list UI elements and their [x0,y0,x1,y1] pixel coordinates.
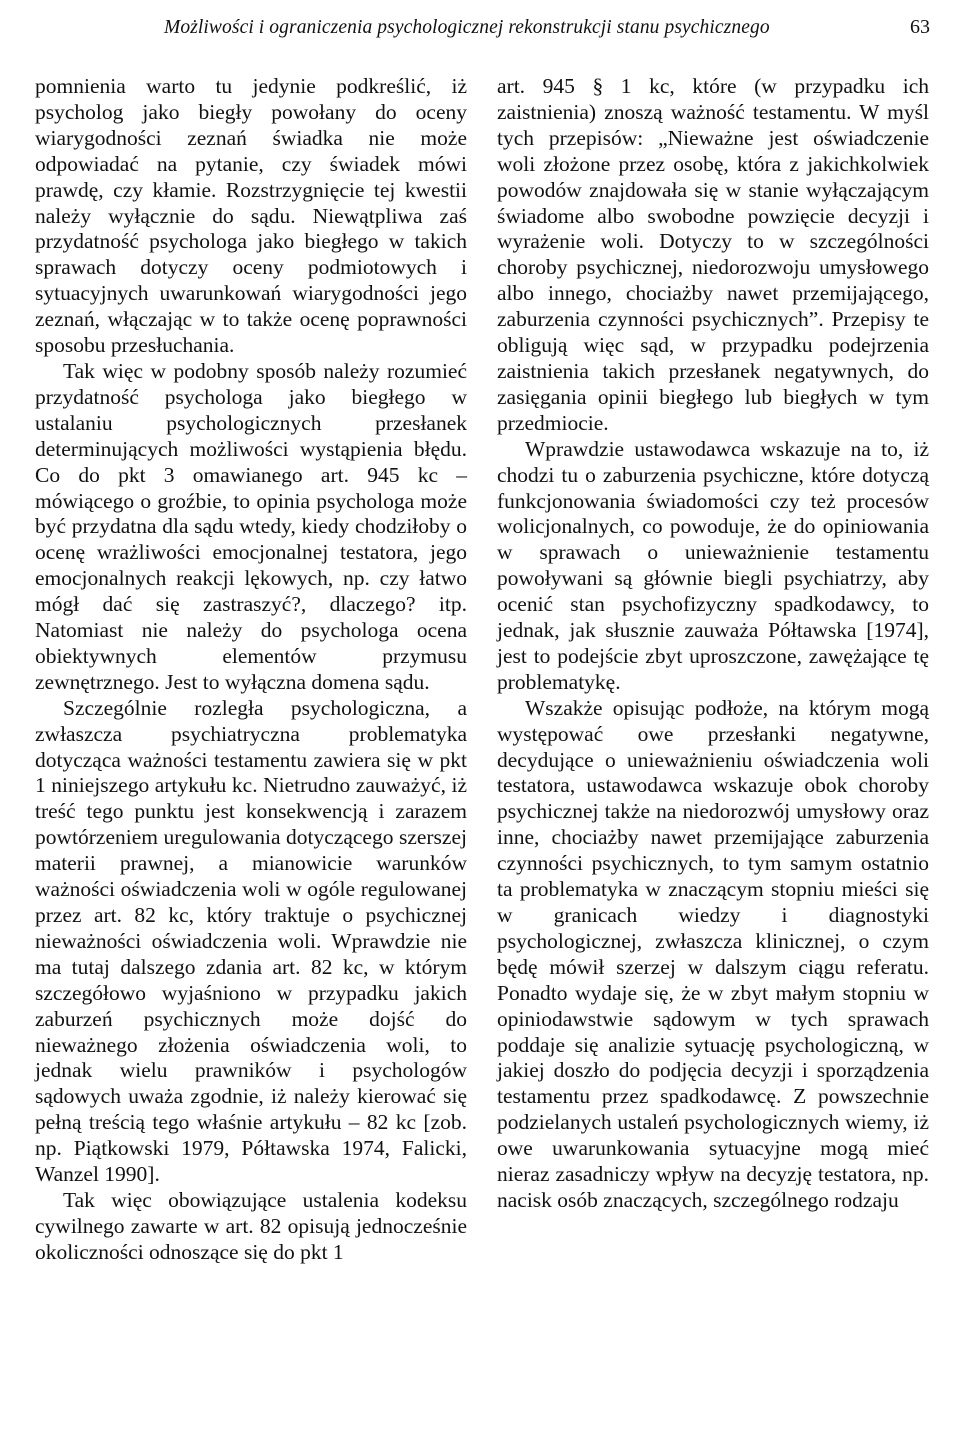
paragraph: Wprawdzie ustawodawca wskazuje na to, iż chodzi tu o zaburzenia psychiczne, które dotyczą funkcjonowania świadomości czy też procesów wolicjonalnych, co powoduje, że do opiniowania w sprawach o unieważnienie testamentu powoływani są głównie biegli psychiatrzy, aby ocenić stan psychofizyczny spadkodawcy, to jednak, jak słusznie zauważa Półtawska [1974], jest to podejście zbyt uproszczone, zawężające tę problematykę. [497,436,929,694]
right-column [497,74,929,1214]
paragraph: Wszakże opisując podłoże, na którym mogą występować owe przesłanki negatywne, decydujące o unieważnieniu oświadczenia woli testatora, ustawodawca wskazuje obok choroby psychicznej także na niedorozwój umysłowy oraz inne, chociażby nawet przemijające zaburzenia czynności psychicznych, to tym samym ostatnio ta problematyka w znaczącym stopniu mieści się w granicach wiedzy i diagnostyki psychologicznej, zwłaszcza klinicznej, o czym będę mówił szerzej w dalszym ciągu referatu. Ponadto wydaje się, że w zbyt małym stopniu w opiniodawstwie sądowym w tych sprawach poddaje się analizie sytuację psychologiczną, w jakiej doszło do podjęcia decyzji i sporządzenia testamentu przez spadkodawcę. Z powszechnie podzielanych ustaleń psychologicznych wiemy, iż owe uwarunkowania sytuacyjne mogą mieć nieraz zasadniczy wpływ na decyzję testatora, np. nacisk osób znaczących, szczególnego rodzaju [497,695,929,1212]
paragraph: Tak więc obowiązujące ustalenia kodeksu cywilnego zawarte w art. 82 opisują jednocześnie okoliczności odnoszące się do pkt 1 [35,1187,467,1264]
paragraph: pomnienia warto tu jedynie podkreślić, iż psycholog jako biegły powołany do oceny wiarygodności zeznań świadka nie może odpowiadać na pytanie, czy świadek mówi prawdę, czy kłamie. Rozstrzygnięcie tej kwestii należy wyłącznie do sądu. Niewątpliwa zaś przydatność psychologa jako biegłego w takich sprawach dotyczy oceny podmiotowych i sytuacyjnych uwarunkowań wiarygodności jego zeznań, włączając w to także ocenę poprawności sposobu przesłuchania. [35,74,467,358]
left-column [35,74,467,1266]
page-header [0,0,960,70]
running-title: Możliwości i ograniczenia psychologicznej rekonstrukcji stanu psychicznego [164,17,770,38]
paragraph: Tak więc w podobny sposób należy rozumieć przydatność psychologa jako biegłego w ustalaniu psychologicznych przesłanek determinujących możliwości wystąpienia błędu. Co do pkt 3 omawianego art. 945 kc – mówiącego o groźbie, to opinia psychologa może być przydatna dla sądu wtedy, kiedy chodziłoby o ocenę wrażliwości emocjonalnej testatora, jego emocjonalnych reakcji lękowych, np. czy łatwo mógł dać się zastraszyć?, dlaczego? itp. Natomiast nie należy do psychologa ocena obiektywnych elementów przymusu zewnętrznego. Jest to wyłączna domena sądu. [35,358,467,694]
page-number: 63 [910,16,930,38]
paragraph: art. 945 § 1 kc, które (w przypadku ich zaistnienia) znoszą ważność testamentu. W myśl tych przepisów: „Nieważne jest oświadczenie woli złożone przez osobę, która z jakichkolwiek powodów znajdowała się w stanie wyłączającym świadome albo swobodne powzięcie decyzji i wyrażenie woli. Dotyczy to w szczególności choroby psychicznej, niedorozwoju umysłowego albo innego, chociażby nawet przemijającego, zaburzenia czynności psychicznych”. Przepisy te obligują więc sąd, w przypadku podejrzenia zaistnienia takich przesłanek negatywnych, do zasięgania opinii biegłego lub biegłych w tym przedmiocie. [497,74,929,435]
paragraph: Szczególnie rozległa psychologiczna, a zwłaszcza psychiatryczna problematyka dotycząca ważności testamentu zawiera się w pkt 1 niniejszego artykułu kc. Nietrudno zauważyć, iż treść tego punktu jest konsekwencją i zarazem powtórzeniem uregulowania dotyczącego szerszej materii prawnej, a mianowicie warunków ważności oświadczenia woli w ogóle regulowanej przez art. 82 kc, który traktuje o psychicznej nieważności oświadczenia woli. Wprawdzie nie ma tutaj dalszego zdania art. 82 kc, w którym szczegółowo wyjaśniono w przypadku jakich zaburzeń psychicznych może dojść do nieważnego złożenia oświadczenia woli, to jednak wielu prawników i psychologów sądowych uważa zgodnie, iż należy kierować się pełną treścią tego właśnie artykułu – 82 kc [zob. np. Piątkowski 1979, Półtawska 1974, Falicki, Wanzel 1990]. [35,695,467,1187]
